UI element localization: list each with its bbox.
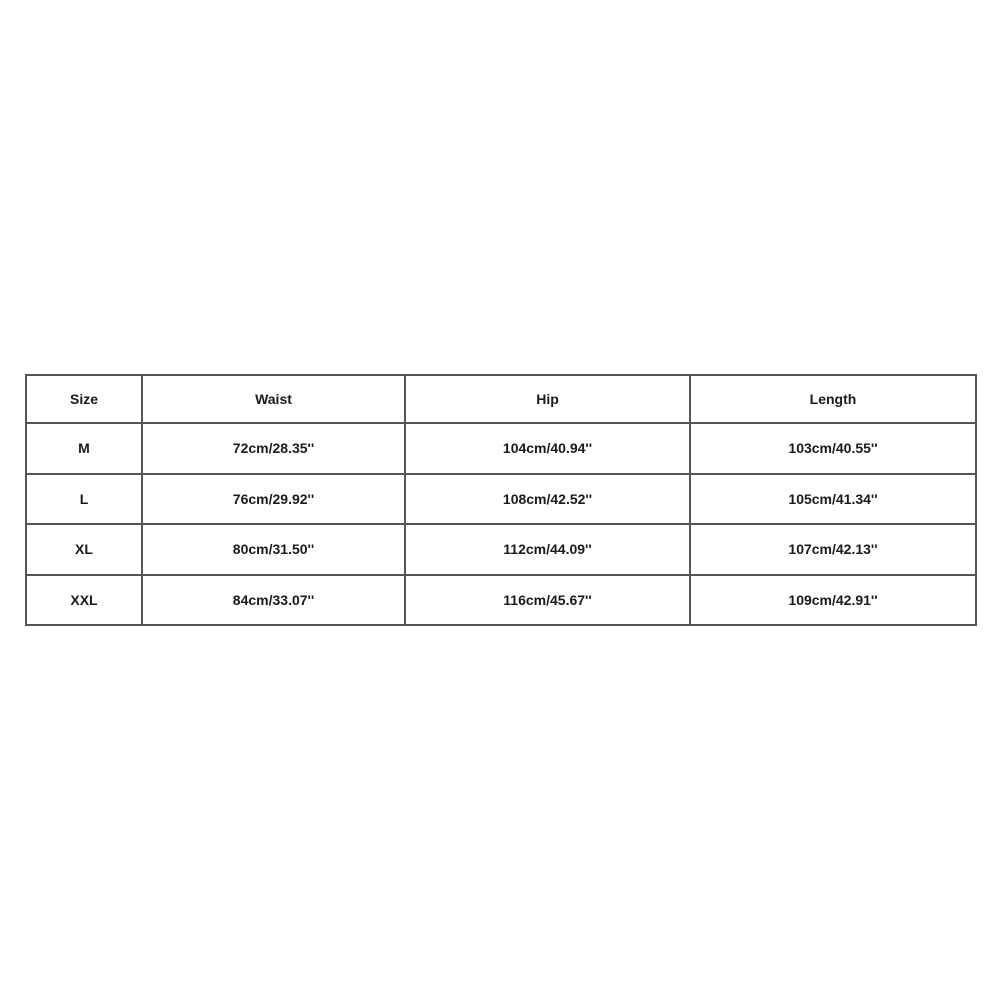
header-hip: Hip — [405, 375, 690, 423]
cell-length: 109cm/42.91'' — [690, 575, 976, 626]
cell-length: 107cm/42.13'' — [690, 524, 976, 575]
cell-hip: 104cm/40.94'' — [405, 423, 690, 474]
table-header-row — [26, 375, 976, 423]
table-row — [26, 474, 976, 525]
cell-hip: 116cm/45.67'' — [405, 575, 690, 626]
cell-length: 105cm/41.34'' — [690, 474, 976, 525]
header-size: Size — [26, 375, 142, 423]
cell-waist: 80cm/31.50'' — [142, 524, 405, 575]
cell-waist: 76cm/29.92'' — [142, 474, 405, 525]
table-row — [26, 423, 976, 474]
cell-waist: 72cm/28.35'' — [142, 423, 405, 474]
cell-waist: 84cm/33.07'' — [142, 575, 405, 626]
table-row — [26, 575, 976, 626]
cell-size: XL — [26, 524, 142, 575]
size-chart-table — [25, 374, 977, 626]
header-length: Length — [690, 375, 976, 423]
cell-length: 103cm/40.55'' — [690, 423, 976, 474]
cell-hip: 112cm/44.09'' — [405, 524, 690, 575]
header-waist: Waist — [142, 375, 405, 423]
cell-hip: 108cm/42.52'' — [405, 474, 690, 525]
table-row — [26, 524, 976, 575]
cell-size: L — [26, 474, 142, 525]
cell-size: XXL — [26, 575, 142, 626]
cell-size: M — [26, 423, 142, 474]
